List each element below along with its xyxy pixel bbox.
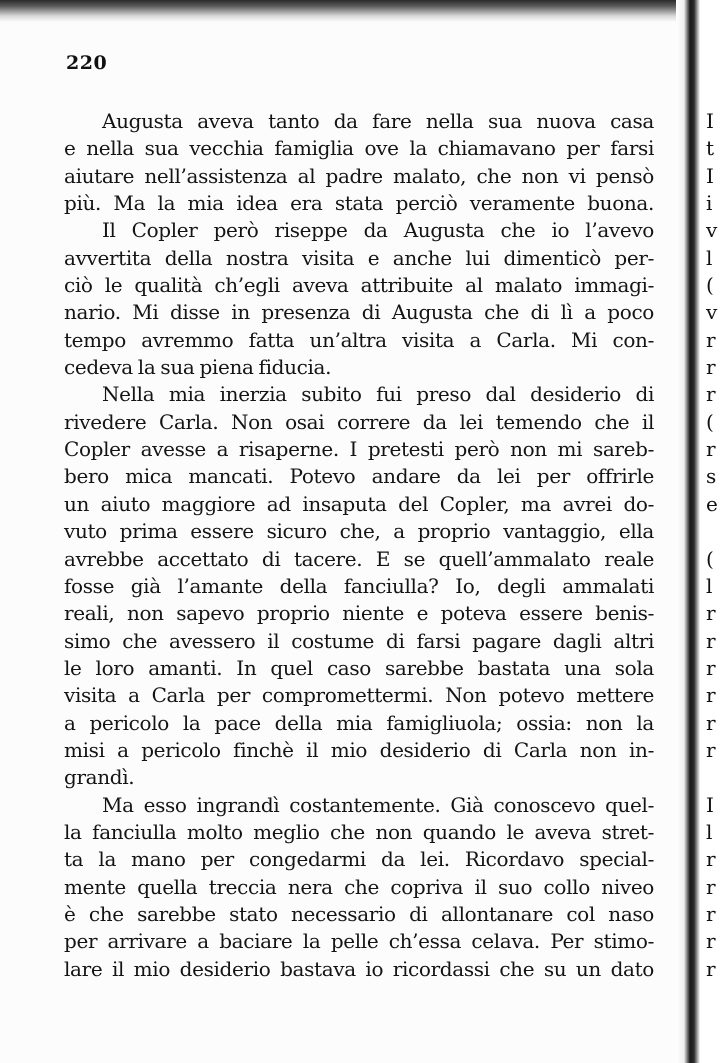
text-line: ciò le qualità ch’egli aveva attribuite al malato immagi-	[64, 273, 654, 298]
facing-page-letter: v	[706, 218, 718, 243]
facing-page-letter: r	[706, 327, 716, 352]
facing-page-letter: r	[706, 737, 716, 762]
facing-page-letter: r	[706, 710, 716, 735]
text-line: tempo avremmo fatta un’altra visita a Carla. Mi con-	[64, 327, 654, 352]
text-line: misi a pericolo finchè il mio desiderio di Carla non in-	[64, 737, 654, 762]
text-line: per arrivare a baciare la pelle ch’essa celava. Per stimo-	[64, 929, 654, 954]
scan-top-shadow	[0, 0, 722, 22]
text-line: più. Ma la mia idea era stata perciò veramente buona.	[64, 191, 654, 216]
facing-page-letter: r	[706, 655, 716, 680]
text-line: Il Copler però riseppe da Augusta che io l’avevo	[102, 218, 654, 243]
facing-page-letter: I	[706, 163, 714, 188]
facing-page-letter: s	[706, 464, 717, 489]
text-line: simo che avessero il costume di farsi pagare dagli altri	[64, 628, 654, 653]
text-line: e nella sua vecchia famiglia ove la chiamavano per farsi	[64, 136, 654, 161]
text-line: a pericolo la pace della mia famigliuola; ossia: non la	[64, 710, 654, 735]
text-line: avvertita della nostra visita e anche lui dimenticò per-	[64, 245, 654, 270]
text-line: le loro amanti. In quel caso sarebbe bastata una sola	[64, 655, 654, 680]
text-line: rivedere Carla. Non osai correre da lei temendo che il	[64, 409, 654, 434]
text-line: Augusta aveva tanto da fare nella sua nuova casa	[102, 109, 654, 133]
text-line: aiutare nell’assistenza al padre malato, che non vi pensò	[64, 163, 654, 188]
facing-page-letter: (	[706, 546, 714, 571]
facing-page-letter: r	[706, 382, 716, 407]
facing-page-letter	[706, 518, 722, 545]
facing-page-letter: r	[706, 901, 716, 926]
facing-page-letter: r	[706, 437, 716, 462]
facing-page-letter: (	[706, 409, 714, 434]
text-line: fosse già l’amante della fanciulla? Io, degli ammalati	[64, 573, 654, 598]
facing-page-letter: (	[706, 273, 714, 298]
facing-page-letter: r	[706, 355, 716, 380]
facing-page-letter: l	[706, 245, 713, 270]
text-line: la fanciulla molto meglio che non quando le aveva stret-	[64, 819, 654, 844]
facing-page-letter: r	[706, 601, 716, 626]
facing-page-letter: r	[706, 847, 716, 872]
facing-page-letter: l	[706, 819, 713, 844]
text-line: visita a Carla per compromettermi. Non potevo mettere	[64, 683, 654, 708]
text-line: cedeva la sua piena fiducia.	[64, 355, 332, 380]
facing-page-letter: i	[706, 191, 713, 216]
facing-page-letter: e	[706, 491, 718, 516]
facing-page-letter: r	[706, 929, 716, 954]
facing-page-letter: r	[706, 874, 716, 899]
text-line: Copler avesse a risaperne. I pretesti però non mi sareb-	[64, 437, 654, 462]
facing-page-letter: I	[706, 792, 714, 817]
facing-page-edge	[706, 108, 722, 983]
facing-page-letter: r	[706, 628, 716, 653]
text-line: Ma esso ingrandì costantemente. Già conoscevo quel-	[102, 792, 654, 817]
facing-page-letter: I	[706, 109, 714, 133]
facing-page-letter: l	[706, 573, 713, 598]
text-line: nario. Mi disse in presenza di Augusta che di lì a poco	[64, 300, 654, 325]
facing-page-letter: r	[706, 683, 716, 708]
text-line: è che sarebbe stato necessario di allontanare col naso	[64, 901, 654, 926]
text-line: reali, non sapevo proprio niente e poteva essere benis-	[64, 601, 654, 626]
body-text	[64, 108, 654, 983]
text-line: mente quella treccia nera che copriva il suo collo niveo	[64, 874, 654, 899]
text-line: Nella mia inerzia subito fui preso dal desiderio di	[102, 382, 654, 407]
text-line: vuto prima essere sicuro che, a proprio vantaggio, ella	[64, 519, 654, 544]
facing-page-letter: r	[706, 956, 716, 981]
text-line: avrebbe accettato di tacere. E se quell’ammalato reale	[64, 546, 654, 571]
facing-page-letter: t	[706, 136, 715, 161]
text-line: bero mica mancati. Potevo andare da lei per offrirle	[64, 464, 654, 489]
text-line: lare il mio desiderio bastava io ricordassi che su un dato	[64, 956, 654, 981]
text-line: grandì.	[64, 765, 135, 790]
text-line: un aiuto maggiore ad insaputa del Copler, ma avrei do-	[64, 491, 654, 516]
facing-page-letter: v	[706, 300, 718, 325]
facing-page-letter	[706, 764, 722, 791]
text-line: ta la mano per congedarmi da lei. Ricordavo special-	[64, 847, 654, 872]
page-number: 220	[66, 52, 108, 74]
